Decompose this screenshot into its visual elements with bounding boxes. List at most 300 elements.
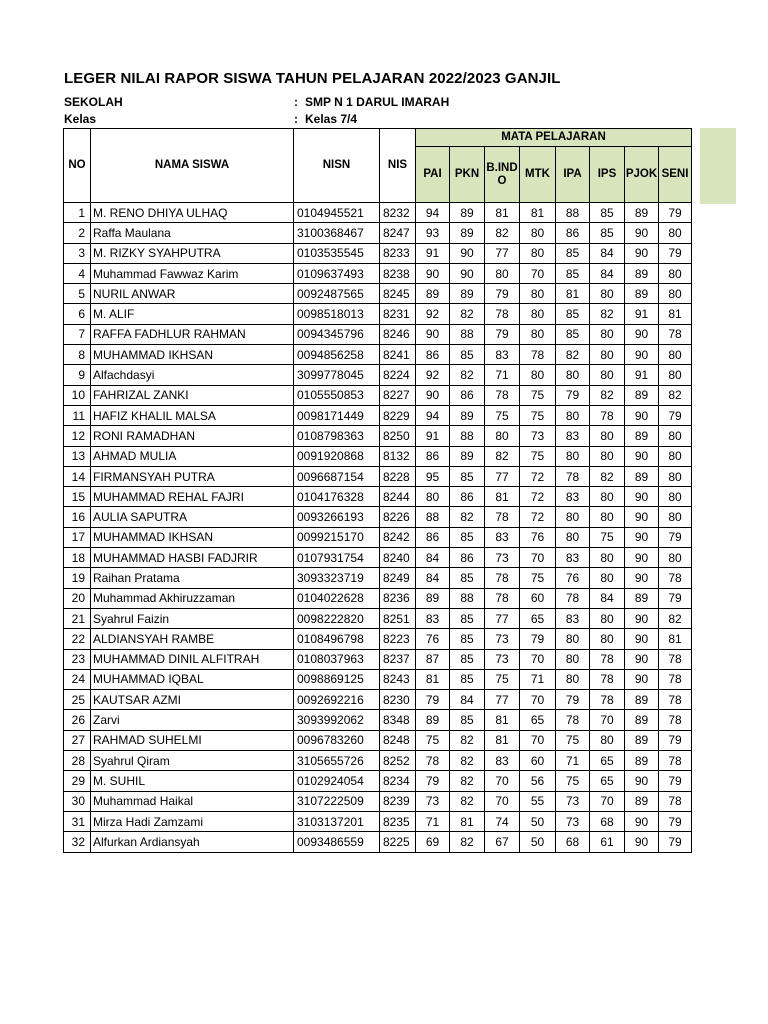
score-cell-ips: 82 [590,385,625,405]
score-cell-pai: 92 [416,304,450,324]
score-cell-bindo: 83 [485,345,520,365]
score-cell-pkn: 84 [450,690,485,710]
score-cell-pkn: 85 [450,568,485,588]
nis-cell: 8230 [380,690,416,710]
row-number-cell: 28 [64,751,91,771]
score-cell-pkn: 82 [450,791,485,811]
score-cell-mtk: 65 [520,608,556,628]
row-number-cell: 8 [64,345,91,365]
score-cell-bindo: 67 [485,832,520,852]
score-cell-pai: 89 [416,284,450,304]
score-cell-seni: 80 [659,223,692,243]
score-cell-ipa: 78 [556,710,590,730]
score-cell-pkn: 85 [450,710,485,730]
score-cell-ipa: 78 [556,588,590,608]
nis-cell: 8226 [380,507,416,527]
row-number-cell: 19 [64,568,91,588]
student-name-cell: Zarvi [91,710,294,730]
nis-cell: 8240 [380,548,416,568]
score-cell-bindo: 75 [485,669,520,689]
row-number-cell: 22 [64,629,91,649]
score-cell-pjok: 90 [625,507,659,527]
score-cell-pkn: 89 [450,223,485,243]
nisn-cell: 0098171449 [294,405,380,425]
score-cell-pkn: 81 [450,811,485,831]
document-title: LEGER NILAI RAPOR SISWA TAHUN PELAJARAN 2022/2023 GANJIL [64,70,561,87]
nisn-cell: 0094856258 [294,345,380,365]
nisn-cell: 0104945521 [294,203,380,223]
score-cell-bindo: 81 [485,730,520,750]
table-row [64,223,692,243]
score-cell-bindo: 83 [485,751,520,771]
score-cell-pai: 90 [416,385,450,405]
score-cell-pai: 79 [416,690,450,710]
score-cell-pai: 83 [416,608,450,628]
nis-cell: 8233 [380,243,416,263]
score-cell-pai: 92 [416,365,450,385]
score-cell-seni: 80 [659,446,692,466]
table-row [64,649,692,669]
score-cell-ips: 70 [590,791,625,811]
score-cell-ipa: 80 [556,629,590,649]
score-cell-seni: 79 [659,730,692,750]
table-row [64,324,692,344]
nis-cell: 8247 [380,223,416,243]
nisn-cell: 0091920868 [294,446,380,466]
score-cell-pkn: 82 [450,507,485,527]
score-cell-seni: 82 [659,385,692,405]
nis-cell: 8242 [380,527,416,547]
score-cell-pai: 95 [416,466,450,486]
score-cell-bindo: 80 [485,263,520,283]
score-cell-ipa: 80 [556,649,590,669]
score-cell-ips: 80 [590,507,625,527]
student-name-cell: M. ALIF [91,304,294,324]
score-cell-bindo: 79 [485,284,520,304]
nisn-cell: 0108798363 [294,426,380,446]
score-cell-mtk: 71 [520,669,556,689]
score-cell-bindo: 70 [485,791,520,811]
nisn-cell: 0105550853 [294,385,380,405]
header-subject-pai: PAI [416,147,450,203]
nisn-cell: 0098869125 [294,669,380,689]
score-cell-ipa: 73 [556,791,590,811]
score-cell-bindo: 77 [485,690,520,710]
table-row [64,690,692,710]
table-row [64,608,692,628]
score-cell-pkn: 89 [450,405,485,425]
nis-cell: 8227 [380,385,416,405]
table-row [64,527,692,547]
table-row [64,507,692,527]
score-cell-pai: 69 [416,832,450,852]
header-subject-seni: SENI [659,147,692,203]
score-cell-ipa: 80 [556,527,590,547]
nis-cell: 8225 [380,832,416,852]
table-row [64,284,692,304]
score-cell-pai: 81 [416,669,450,689]
score-cell-pkn: 86 [450,487,485,507]
nis-cell: 8249 [380,568,416,588]
score-cell-ips: 78 [590,690,625,710]
score-cell-seni: 80 [659,345,692,365]
row-number-cell: 31 [64,811,91,831]
score-cell-seni: 78 [659,690,692,710]
nisn-cell: 0098222820 [294,608,380,628]
score-cell-bindo: 73 [485,548,520,568]
school-colon: : [294,95,298,109]
score-cell-ipa: 75 [556,730,590,750]
score-cell-pkn: 90 [450,263,485,283]
score-cell-mtk: 80 [520,304,556,324]
student-name-cell: RAFFA FADHLUR RAHMAN [91,324,294,344]
score-cell-pjok: 90 [625,405,659,425]
score-cell-ips: 80 [590,608,625,628]
score-cell-pjok: 90 [625,811,659,831]
student-name-cell: MUHAMMAD IKHSAN [91,527,294,547]
nis-cell: 8234 [380,771,416,791]
row-number-cell: 11 [64,405,91,425]
nisn-cell: 3105655726 [294,751,380,771]
score-cell-ipa: 86 [556,223,590,243]
student-name-cell: MUHAMMAD HASBI FADJRIR [91,548,294,568]
score-cell-pkn: 82 [450,304,485,324]
score-cell-pjok: 91 [625,365,659,385]
score-cell-seni: 80 [659,507,692,527]
row-number-cell: 3 [64,243,91,263]
score-cell-bindo: 83 [485,527,520,547]
score-cell-seni: 78 [659,710,692,730]
score-cell-ips: 78 [590,649,625,669]
score-cell-ips: 70 [590,710,625,730]
score-cell-bindo: 80 [485,426,520,446]
score-cell-pkn: 82 [450,730,485,750]
student-name-cell: NURIL ANWAR [91,284,294,304]
nis-cell: 8252 [380,751,416,771]
score-cell-ipa: 75 [556,771,590,791]
student-name-cell: AHMAD MULIA [91,446,294,466]
nisn-cell: 0107931754 [294,548,380,568]
score-cell-bindo: 74 [485,811,520,831]
header-student-name: NAMA SISWA [91,129,294,203]
nisn-cell: 0108496798 [294,629,380,649]
table-row [64,243,692,263]
score-cell-pkn: 85 [450,345,485,365]
score-cell-pkn: 85 [450,466,485,486]
nis-cell: 8245 [380,284,416,304]
score-cell-pkn: 89 [450,203,485,223]
nisn-cell: 0093266193 [294,507,380,527]
score-cell-seni: 79 [659,405,692,425]
score-cell-bindo: 79 [485,324,520,344]
score-cell-seni: 78 [659,324,692,344]
row-number-cell: 10 [64,385,91,405]
row-number-cell: 6 [64,304,91,324]
header-subject-bindo: B.INDO [485,147,520,203]
score-cell-ips: 84 [590,588,625,608]
score-cell-ipa: 71 [556,751,590,771]
score-cell-mtk: 76 [520,527,556,547]
score-cell-mtk: 70 [520,548,556,568]
score-cell-bindo: 77 [485,466,520,486]
score-cell-seni: 80 [659,284,692,304]
score-cell-ipa: 68 [556,832,590,852]
score-cell-pai: 91 [416,426,450,446]
student-name-cell: Raffa Maulana [91,223,294,243]
row-number-cell: 13 [64,446,91,466]
nis-cell: 8248 [380,730,416,750]
score-cell-ips: 84 [590,263,625,283]
grades-table-body [64,203,692,853]
score-cell-pai: 86 [416,345,450,365]
score-cell-ipa: 85 [556,304,590,324]
score-cell-pjok: 90 [625,608,659,628]
score-cell-pjok: 89 [625,385,659,405]
table-row [64,771,692,791]
table-row [64,568,692,588]
row-number-cell: 4 [64,263,91,283]
nisn-cell: 0102924054 [294,771,380,791]
score-cell-pjok: 90 [625,548,659,568]
score-cell-ips: 80 [590,324,625,344]
score-cell-ipa: 79 [556,385,590,405]
score-cell-mtk: 73 [520,426,556,446]
row-number-cell: 1 [64,203,91,223]
score-cell-seni: 80 [659,426,692,446]
nis-cell: 8251 [380,608,416,628]
score-cell-ips: 75 [590,527,625,547]
score-cell-pjok: 91 [625,304,659,324]
nisn-cell: 0108037963 [294,649,380,669]
table-row [64,832,692,852]
student-name-cell: Raihan Pratama [91,568,294,588]
student-name-cell: RONI RAMADHAN [91,426,294,446]
nis-cell: 8348 [380,710,416,730]
score-cell-ipa: 83 [556,426,590,446]
table-row [64,629,692,649]
score-cell-pkn: 82 [450,751,485,771]
header-nis: NIS [380,129,416,203]
student-name-cell: ALDIANSYAH RAMBE [91,629,294,649]
school-value: SMP N 1 DARUL IMARAH [305,95,450,109]
score-cell-ipa: 83 [556,608,590,628]
score-cell-pjok: 90 [625,345,659,365]
row-number-cell: 20 [64,588,91,608]
nis-cell: 8241 [380,345,416,365]
score-cell-ips: 82 [590,466,625,486]
row-number-cell: 7 [64,324,91,344]
score-cell-pai: 89 [416,588,450,608]
score-cell-seni: 78 [659,669,692,689]
grades-table [63,128,692,853]
row-number-cell: 23 [64,649,91,669]
score-cell-pjok: 90 [625,324,659,344]
score-cell-mtk: 70 [520,730,556,750]
score-cell-bindo: 78 [485,507,520,527]
table-row [64,669,692,689]
score-cell-seni: 82 [659,608,692,628]
nis-cell: 8229 [380,405,416,425]
score-cell-mtk: 72 [520,507,556,527]
score-cell-bindo: 77 [485,243,520,263]
row-number-cell: 24 [64,669,91,689]
nis-cell: 8132 [380,446,416,466]
score-cell-ips: 80 [590,548,625,568]
score-cell-ipa: 85 [556,243,590,263]
score-cell-mtk: 60 [520,751,556,771]
student-name-cell: M. RIZKY SYAHPUTRA [91,243,294,263]
table-row [64,446,692,466]
nisn-cell: 0092487565 [294,284,380,304]
score-cell-bindo: 78 [485,588,520,608]
score-cell-bindo: 81 [485,710,520,730]
student-name-cell: MUHAMMAD IQBAL [91,669,294,689]
nisn-cell: 0092692216 [294,690,380,710]
score-cell-ips: 80 [590,426,625,446]
row-number-cell: 26 [64,710,91,730]
score-cell-ipa: 80 [556,669,590,689]
score-cell-ips: 80 [590,487,625,507]
score-cell-pai: 78 [416,751,450,771]
score-cell-pai: 71 [416,811,450,831]
score-cell-pjok: 89 [625,751,659,771]
score-cell-pkn: 85 [450,527,485,547]
score-cell-ips: 85 [590,223,625,243]
score-cell-pkn: 86 [450,385,485,405]
table-row [64,263,692,283]
nis-cell: 8228 [380,466,416,486]
nisn-cell: 0094345796 [294,324,380,344]
score-cell-mtk: 72 [520,466,556,486]
score-cell-seni: 79 [659,811,692,831]
row-number-cell: 14 [64,466,91,486]
nis-cell: 8223 [380,629,416,649]
score-cell-ipa: 85 [556,263,590,283]
score-cell-seni: 78 [659,791,692,811]
score-cell-pjok: 90 [625,487,659,507]
score-cell-pkn: 85 [450,669,485,689]
table-row [64,588,692,608]
score-cell-ips: 80 [590,629,625,649]
score-cell-ipa: 82 [556,345,590,365]
nisn-cell: 0098518013 [294,304,380,324]
table-row [64,466,692,486]
row-number-cell: 30 [64,791,91,811]
score-cell-pjok: 89 [625,466,659,486]
class-label: Kelas [64,112,97,126]
score-cell-bindo: 82 [485,223,520,243]
score-cell-mtk: 80 [520,284,556,304]
score-cell-bindo: 78 [485,304,520,324]
score-cell-seni: 80 [659,548,692,568]
score-cell-mtk: 65 [520,710,556,730]
table-row [64,791,692,811]
score-cell-pjok: 89 [625,791,659,811]
score-cell-mtk: 70 [520,690,556,710]
score-cell-ipa: 76 [556,568,590,588]
header-subject-pjok: PJOK [625,147,659,203]
score-cell-mtk: 79 [520,629,556,649]
score-cell-bindo: 82 [485,446,520,466]
score-cell-ipa: 88 [556,203,590,223]
score-cell-bindo: 73 [485,629,520,649]
nisn-cell: 0096687154 [294,466,380,486]
score-cell-mtk: 70 [520,263,556,283]
score-cell-pai: 84 [416,548,450,568]
score-cell-pai: 90 [416,324,450,344]
student-name-cell: Alfurkan Ardiansyah [91,832,294,852]
nis-cell: 8236 [380,588,416,608]
nis-cell: 8243 [380,669,416,689]
score-cell-pkn: 85 [450,629,485,649]
nis-cell: 8237 [380,649,416,669]
score-cell-mtk: 60 [520,588,556,608]
table-row [64,730,692,750]
score-cell-mtk: 80 [520,243,556,263]
score-cell-ipa: 83 [556,487,590,507]
score-cell-pjok: 90 [625,649,659,669]
header-no: NO [64,129,91,203]
score-cell-seni: 79 [659,527,692,547]
score-cell-pkn: 90 [450,243,485,263]
score-cell-pai: 86 [416,527,450,547]
nis-cell: 8239 [380,791,416,811]
score-cell-seni: 81 [659,629,692,649]
score-cell-ips: 65 [590,771,625,791]
table-row [64,811,692,831]
score-cell-ipa: 80 [556,446,590,466]
score-cell-pkn: 89 [450,446,485,466]
nisn-cell: 3107222509 [294,791,380,811]
nis-cell: 8238 [380,263,416,283]
score-cell-bindo: 78 [485,568,520,588]
score-cell-pjok: 89 [625,730,659,750]
row-number-cell: 15 [64,487,91,507]
table-row [64,548,692,568]
score-cell-seni: 79 [659,832,692,852]
school-label: SEKOLAH [64,95,123,109]
nisn-cell: 0093486559 [294,832,380,852]
table-row [64,405,692,425]
score-cell-pai: 75 [416,730,450,750]
class-colon: : [294,112,298,126]
score-cell-ipa: 85 [556,324,590,344]
header-nisn: NISN [294,129,380,203]
nisn-cell: 0099215170 [294,527,380,547]
score-cell-mtk: 75 [520,405,556,425]
student-name-cell: RAHMAD SUHELMI [91,730,294,750]
class-value: Kelas 7/4 [305,112,358,126]
score-cell-ips: 80 [590,284,625,304]
score-cell-pkn: 88 [450,324,485,344]
row-number-cell: 16 [64,507,91,527]
student-name-cell: MUHAMMAD DINIL ALFITRAH [91,649,294,669]
student-name-cell: Muhammad Fawwaz Karim [91,263,294,283]
score-cell-bindo: 78 [485,385,520,405]
header-subject-ipa: IPA [556,147,590,203]
table-row [64,345,692,365]
score-cell-pjok: 89 [625,426,659,446]
row-number-cell: 9 [64,365,91,385]
score-cell-bindo: 75 [485,405,520,425]
score-cell-mtk: 75 [520,385,556,405]
student-name-cell: Muhammad Akhiruzzaman [91,588,294,608]
score-cell-pjok: 90 [625,669,659,689]
score-cell-pjok: 89 [625,710,659,730]
score-cell-mtk: 80 [520,223,556,243]
score-cell-seni: 80 [659,365,692,385]
score-cell-pai: 91 [416,243,450,263]
